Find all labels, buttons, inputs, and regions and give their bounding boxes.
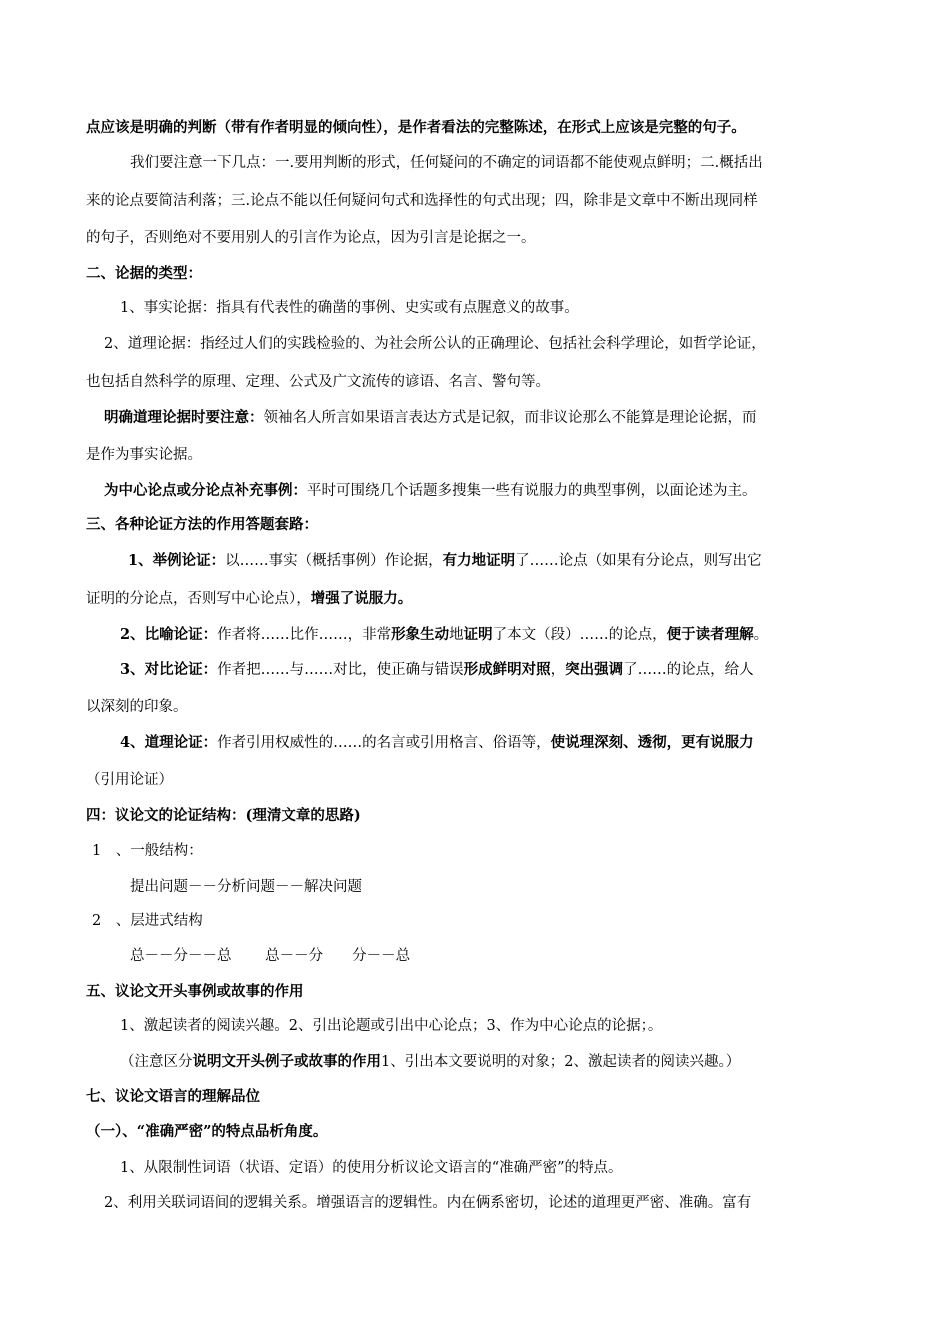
bold-text: 三、各种论证方法的作用答题套路： — [86, 516, 318, 533]
paragraph-line — [86, 372, 950, 392]
text-run: 2、道理论据：指经过人们的实践检验的、为社会所公认的正确理论、包括社会科学理论，如哲学论证， — [104, 336, 766, 352]
bold-text: 五、议论文开头事例或故事的作用 — [86, 983, 304, 1000]
paragraph-line — [104, 1193, 950, 1213]
text-run: 了本文（段）……的论点， — [492, 627, 667, 643]
bold-text: 明确道理论据时要注意： — [104, 409, 264, 426]
paragraph-line — [120, 1052, 950, 1072]
text-run: 我们要注意一下几点：一.要用判断的形式，任何疑问的不确定的词语都不能使观点鲜明；二.概括出 — [130, 155, 763, 171]
bold-text: 形象生动 — [391, 626, 450, 643]
bold-text: 证明 — [463, 626, 493, 643]
bold-text: 为中心论点或分论点补充事例： — [104, 482, 307, 499]
bold-text: 增强了说服力。 — [310, 590, 413, 607]
bold-text: 点应该是明确的判断（带有作者明显的倾向性），是作者看法的完整陈述，在形式上应该是完整的句子。 — [86, 119, 746, 136]
list-item — [130, 877, 950, 897]
section-heading — [86, 1087, 950, 1107]
bold-text: 说明文开头例子或故事的作用 — [192, 1053, 381, 1070]
list-item — [92, 911, 950, 931]
section-heading — [86, 982, 950, 1002]
bold-text: 四：议论文的论证结构：(理清文章的思路) — [86, 807, 361, 824]
text-run: 1、事实论据：指具有代表性的确凿的事例、史实或有点腥意义的故事。 — [120, 300, 579, 316]
text-run: 领袖名人所言如果语言表达方式是记叙，而非议论那么不能算是理论论据，而 — [263, 410, 757, 426]
text-run: ， — [550, 662, 566, 678]
list-item — [92, 841, 950, 861]
text-run: 1、激起读者的阅读兴趣。2、引出论题或引出中心论点；3、作为中心论点的论据；。 — [120, 1018, 663, 1034]
text-run: 2 、层进式结构 — [92, 913, 203, 929]
paragraph-line — [120, 1016, 950, 1036]
bold-text: 3、对比论证： — [120, 661, 218, 678]
text-run: 的句子，否则绝对不要用别人的引言作为论点，因为引言是论据之一。 — [86, 230, 536, 246]
text-run: 也包括自然科学的原理、定理、公式及广文流传的谚语、名言、警句等。 — [86, 374, 550, 390]
section-heading — [86, 806, 950, 826]
paragraph-line — [120, 660, 950, 680]
text-run: 1 、一般结构： — [92, 843, 203, 859]
text-run: 1、从限制性词语（状语、定语）的使用分析议论文语言的“准确严密”的特点。 — [120, 1160, 623, 1176]
bold-text: 1、举例论证： — [128, 552, 226, 569]
section-heading — [86, 515, 950, 535]
bold-text: 便于读者理解 — [666, 626, 754, 643]
paragraph-line — [120, 298, 950, 318]
bold-text: （一）、“准确严密”的特点品析角度。 — [86, 1123, 328, 1140]
bold-text: 形成鲜明对照 — [463, 661, 551, 678]
text-run: 作者把……与……对比，使正确与错误 — [217, 662, 464, 678]
paragraph-line — [86, 191, 950, 211]
bold-text: 使说理深刻、透彻，更有说服力 — [550, 734, 754, 751]
paragraph-line — [120, 1158, 950, 1178]
text-run: 以……事实（概括事例）作论据， — [225, 553, 443, 569]
paragraph-line — [86, 697, 950, 717]
text-run: 。 — [753, 627, 769, 643]
paragraph-line — [86, 118, 950, 138]
paragraph-line — [120, 733, 950, 753]
paragraph-line — [130, 153, 950, 173]
bold-text: 2、比喻论证： — [120, 626, 218, 643]
text-run: 作者引用权威性的……的名言或引用格言、俗语等， — [217, 735, 551, 751]
text-run: 作者将……比作……，非常 — [217, 627, 392, 643]
text-run: 2、利用关联词语间的逻辑关系。增强语言的逻辑性。内在俩系密切，论述的道理更严密、准确。富有 — [104, 1195, 752, 1211]
paragraph-line — [86, 589, 950, 609]
text-run: 来的论点要简洁利落；三.论点不能以任何疑问句式和选择性的句式出现；四，除非是文章中不断出现同样 — [86, 193, 758, 209]
bold-text: 二、论据的类型： — [86, 265, 202, 282]
text-run: 地 — [449, 627, 464, 643]
paragraph-line — [86, 445, 950, 465]
text-run: 平时可围绕几个话题多搜集一些有说服力的典型事例，以面论述为主。 — [307, 483, 757, 499]
paragraph-line — [86, 228, 950, 248]
text-run: （注意区分 — [120, 1054, 193, 1070]
text-run: 总－－分－－总 总－－分 分－－总 — [130, 948, 411, 964]
sub-heading — [86, 1122, 950, 1142]
bold-text: 突出强调 — [565, 661, 624, 678]
bold-text: 七、议论文语言的理解品位 — [86, 1088, 260, 1105]
list-item — [130, 946, 950, 966]
paragraph-line — [128, 551, 950, 571]
paragraph-line — [120, 625, 950, 645]
text-run: 证明的分论点，否则写中心论点）， — [86, 591, 311, 607]
bold-text: 有力地证明 — [442, 552, 516, 569]
text-run: 了……的论点，给人 — [623, 662, 754, 678]
paragraph-line — [104, 334, 950, 354]
text-run: （引用论证） — [86, 772, 173, 788]
text-run: 1、引出本文要说明的对象；2、激起读者的阅读兴趣。） — [381, 1054, 741, 1070]
text-run: 以深刻的印象。 — [86, 699, 188, 715]
bold-text: 4、道理论证： — [120, 734, 218, 751]
paragraph-line — [104, 408, 950, 428]
text-run: 了……论点（如果有分论点，则写出它 — [515, 553, 762, 569]
text-run: 是作为事实论据。 — [86, 447, 202, 463]
paragraph-line — [104, 481, 950, 501]
section-heading — [86, 264, 950, 284]
paragraph-line — [86, 770, 950, 790]
text-run: 提出问题－－分析问题－－解决问题 — [130, 879, 362, 895]
